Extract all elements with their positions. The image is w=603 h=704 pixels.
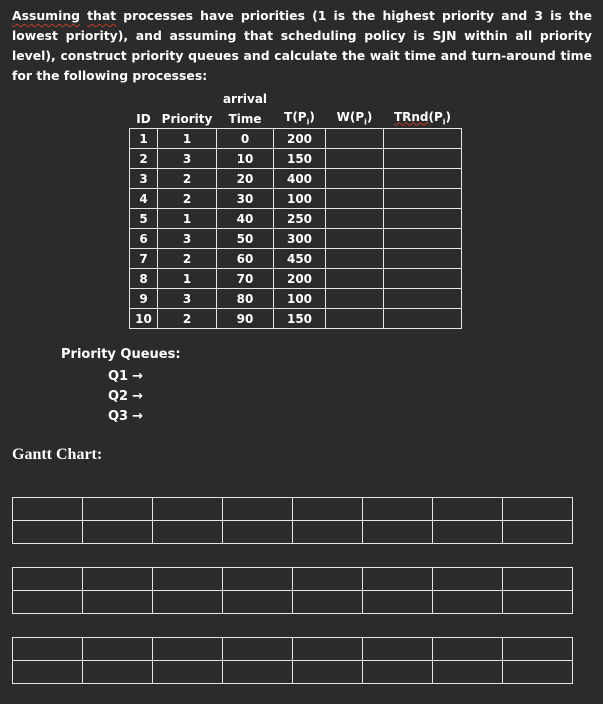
cell-burst-time: 100 (274, 189, 326, 209)
gantt-cell (153, 498, 223, 521)
cell-arrival: 20 (217, 169, 274, 189)
gantt-cell (13, 661, 83, 684)
cell-id: 3 (130, 169, 158, 189)
gantt-cell (223, 638, 293, 661)
gantt-cell (293, 521, 363, 544)
cell-wait-time (326, 149, 384, 169)
question-word-that: that (87, 8, 117, 23)
header-priority: Priority (161, 112, 213, 126)
cell-turnaround-time (384, 249, 462, 269)
cell-burst-time: 150 (274, 149, 326, 169)
queue-q3: Q3 → (108, 409, 144, 424)
gantt-cell (13, 568, 83, 591)
question-word-assuming: Assuming (12, 8, 81, 23)
cell-burst-time: 450 (274, 249, 326, 269)
priority-queues-title: Priority Queues: (61, 347, 181, 362)
cell-wait-time (326, 289, 384, 309)
cell-priority: 3 (158, 229, 217, 249)
cell-wait-time (326, 269, 384, 289)
cell-wait-time (326, 309, 384, 329)
cell-id: 10 (130, 309, 158, 329)
gantt-cell (503, 498, 573, 521)
cell-burst-time: 200 (274, 269, 326, 289)
table-row (130, 169, 462, 189)
cell-wait-time (326, 169, 384, 189)
table-row (130, 209, 462, 229)
table-row (130, 249, 462, 269)
cell-wait-time (326, 129, 384, 149)
gantt-cell (363, 591, 433, 614)
cell-arrival: 70 (217, 269, 274, 289)
cell-arrival: 10 (217, 149, 274, 169)
gantt-cell (433, 638, 503, 661)
gantt-cell (433, 568, 503, 591)
gantt-grid-2 (12, 567, 573, 614)
question-line4: processes: (132, 68, 208, 83)
gantt-row (13, 498, 573, 521)
gantt-cell (503, 591, 573, 614)
cell-burst-time: 250 (274, 209, 326, 229)
gantt-cell (153, 591, 223, 614)
header-arrival: arrival (222, 92, 268, 106)
gantt-grid-3 (12, 637, 573, 684)
arrow-right-icon: → (132, 409, 144, 424)
gantt-cell (293, 661, 363, 684)
cell-priority: 3 (158, 149, 217, 169)
cell-turnaround-time (384, 269, 462, 289)
cell-turnaround-time (384, 169, 462, 189)
question-line3: priority queues and calculate the wait time and turn-around time for the following (12, 48, 592, 83)
gantt-cell (83, 638, 153, 661)
header-wait-time: $W(P_i)$ (336, 109, 373, 126)
gantt-cell (293, 591, 363, 614)
cell-id: 7 (130, 249, 158, 269)
cell-priority: 1 (158, 129, 217, 149)
cell-turnaround-time (384, 209, 462, 229)
gantt-cell (83, 498, 153, 521)
cell-turnaround-time (384, 229, 462, 249)
table-row (130, 189, 462, 209)
gantt-cell (13, 638, 83, 661)
question-text (12, 6, 592, 86)
gantt-cell (293, 568, 363, 591)
queue-q1: Q1 → (108, 369, 144, 384)
gantt-cell (153, 638, 223, 661)
cell-turnaround-time (384, 129, 462, 149)
cell-wait-time (326, 229, 384, 249)
gantt-cell (363, 521, 433, 544)
cell-arrival: 60 (217, 249, 274, 269)
gantt-cell (503, 661, 573, 684)
cell-id: 5 (130, 209, 158, 229)
cell-priority: 2 (158, 169, 217, 189)
cell-priority: 1 (158, 269, 217, 289)
table-row (130, 289, 462, 309)
cell-priority: 2 (158, 249, 217, 269)
gantt-grid-1 (12, 497, 573, 544)
cell-arrival: 90 (217, 309, 274, 329)
gantt-cell (503, 568, 573, 591)
gantt-cell (13, 498, 83, 521)
cell-turnaround-time (384, 149, 462, 169)
queue-q2: Q2 → (108, 389, 144, 404)
gantt-cell (83, 591, 153, 614)
cell-burst-time: 300 (274, 229, 326, 249)
table-row (130, 149, 462, 169)
gantt-cell (293, 498, 363, 521)
gantt-cell (433, 661, 503, 684)
cell-id: 8 (130, 269, 158, 289)
gantt-cell (433, 498, 503, 521)
gantt-cell (363, 661, 433, 684)
cell-priority: 3 (158, 289, 217, 309)
gantt-cell (83, 568, 153, 591)
cell-arrival: 40 (217, 209, 274, 229)
cell-burst-time: 400 (274, 169, 326, 189)
cell-id: 4 (130, 189, 158, 209)
gantt-cell (433, 591, 503, 614)
gantt-cell (83, 521, 153, 544)
question-line2: priority), and assuming that scheduling policy is SJN within all priority level), construct (12, 28, 592, 63)
gantt-cell (153, 661, 223, 684)
cell-priority: 2 (158, 189, 217, 209)
cell-id: 6 (130, 229, 158, 249)
table-row (130, 269, 462, 289)
gantt-cell (503, 521, 573, 544)
table-row (130, 309, 462, 329)
cell-wait-time (326, 209, 384, 229)
gantt-cell (13, 521, 83, 544)
cell-priority: 1 (158, 209, 217, 229)
gantt-cell (223, 591, 293, 614)
process-table (129, 86, 462, 329)
cell-turnaround-time (384, 189, 462, 209)
gantt-row (13, 661, 573, 684)
gantt-cell (83, 661, 153, 684)
cell-priority: 2 (158, 309, 217, 329)
cell-id: 2 (130, 149, 158, 169)
arrow-right-icon: → (132, 369, 144, 384)
cell-burst-time: 200 (274, 129, 326, 149)
gantt-cell (363, 498, 433, 521)
gantt-row (13, 591, 573, 614)
cell-burst-time: 100 (274, 289, 326, 309)
arrow-right-icon: → (132, 389, 144, 404)
header-id: ID (136, 112, 151, 126)
gantt-cell (153, 568, 223, 591)
gantt-cell (293, 638, 363, 661)
cell-wait-time (326, 189, 384, 209)
cell-turnaround-time (384, 309, 462, 329)
gantt-cell (433, 521, 503, 544)
header-time: Time (228, 112, 262, 126)
gantt-cell (363, 568, 433, 591)
gantt-row (13, 638, 573, 661)
gantt-cell (503, 638, 573, 661)
cell-arrival: 80 (217, 289, 274, 309)
cell-id: 9 (130, 289, 158, 309)
cell-wait-time (326, 249, 384, 269)
table-row (130, 229, 462, 249)
cell-arrival: 50 (217, 229, 274, 249)
cell-burst-time: 150 (274, 309, 326, 329)
gantt-chart-title: Gantt Chart: (12, 446, 103, 463)
gantt-cell (223, 521, 293, 544)
cell-arrival: 0 (217, 129, 274, 149)
header-turnaround-time: $TRnd(P_i)$ (393, 109, 452, 126)
gantt-cell (223, 568, 293, 591)
cell-id: 1 (130, 129, 158, 149)
gantt-cell (153, 521, 223, 544)
cell-turnaround-time (384, 289, 462, 309)
question-line1-rest: processes have priorities (1 is the highest priority and 3 is the lowest (12, 8, 592, 43)
cell-arrival: 30 (217, 189, 274, 209)
gantt-cell (223, 498, 293, 521)
table-row (130, 129, 462, 149)
gantt-cell (363, 638, 433, 661)
gantt-row (13, 568, 573, 591)
gantt-row (13, 521, 573, 544)
gantt-cell (223, 661, 293, 684)
header-turnaround-input: $T(P_i)$ (284, 109, 315, 126)
gantt-cell (13, 591, 83, 614)
